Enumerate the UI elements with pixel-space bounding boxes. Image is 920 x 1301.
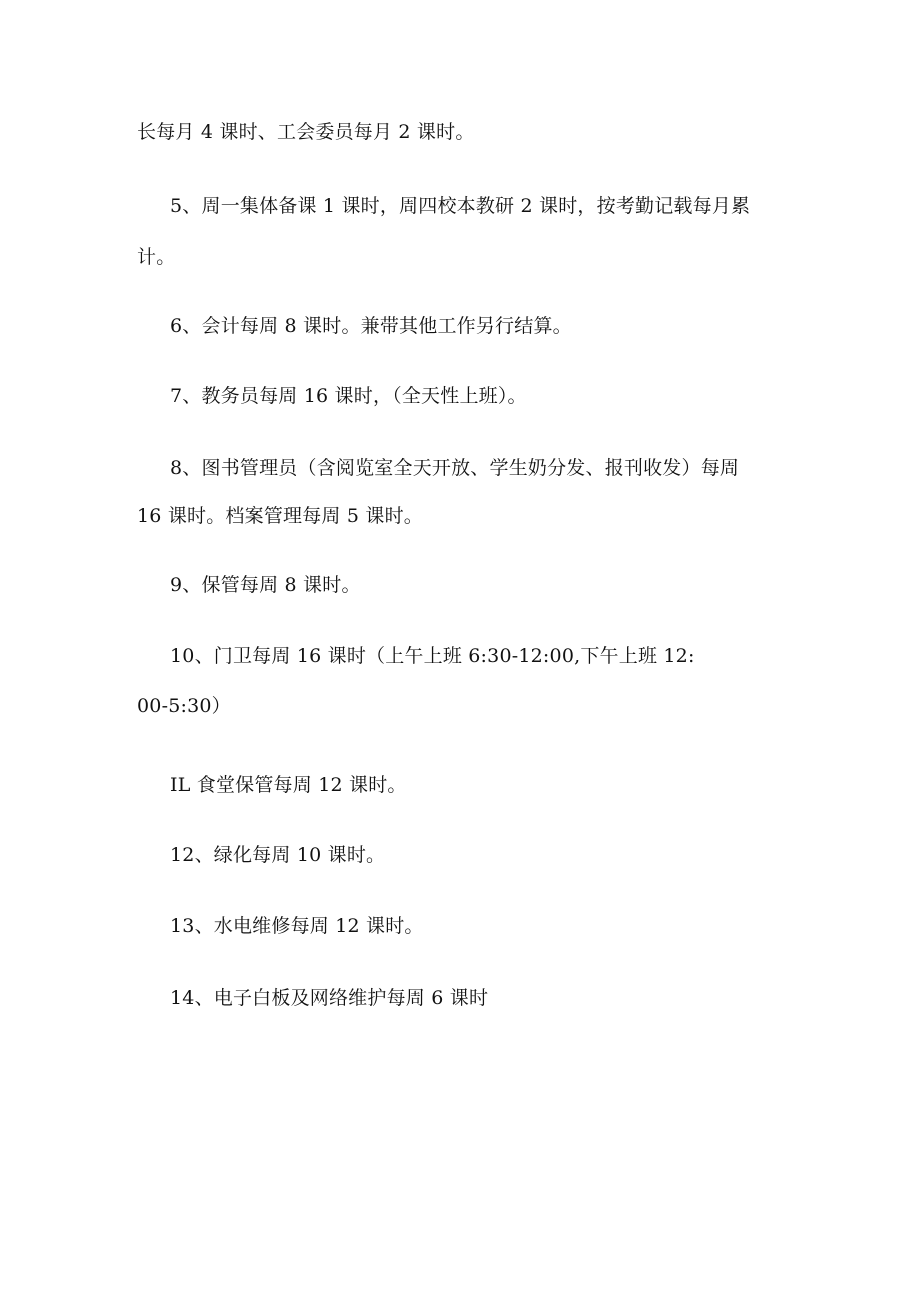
paragraph-item-13: 13、水电维修每周 12 课时。 <box>170 915 424 937</box>
paragraph-item-5-continued: 计。 <box>137 246 176 268</box>
paragraph-line-continuation-4: 长每月 4 课时、工会委员每月 2 课时。 <box>137 121 475 143</box>
paragraph-item-8: 8、图书管理员（含阅览室全天开放、学生奶分发、报刊收发）每周 <box>170 457 740 479</box>
paragraph-item-7: 7、教务员每周 16 课时，（全天性上班）。 <box>170 385 527 407</box>
paragraph-item-6: 6、会计每周 8 课时。兼带其他工作另行结算。 <box>170 315 572 337</box>
paragraph-item-8-continued: 16 课时。档案管理每周 5 课时。 <box>137 505 423 527</box>
paragraph-item-9: 9、保管每周 8 课时。 <box>170 574 361 596</box>
paragraph-item-14: 14、电子白板及网络维护每周 6 课时 <box>170 987 489 1009</box>
paragraph-item-10-continued: 00-5:30） <box>137 695 231 717</box>
paragraph-item-5: 5、周一集体备课 1 课时，周四校本教研 2 课时，按考勤记载每月累 <box>170 195 751 217</box>
paragraph-item-12: 12、绿化每周 10 课时。 <box>170 844 386 866</box>
paragraph-item-10: 10、门卫每周 16 课时（上午上班 6:30-12:00,下午上班 12: <box>170 645 695 667</box>
paragraph-item-11: IL 食堂保管每周 12 课时。 <box>170 774 407 796</box>
